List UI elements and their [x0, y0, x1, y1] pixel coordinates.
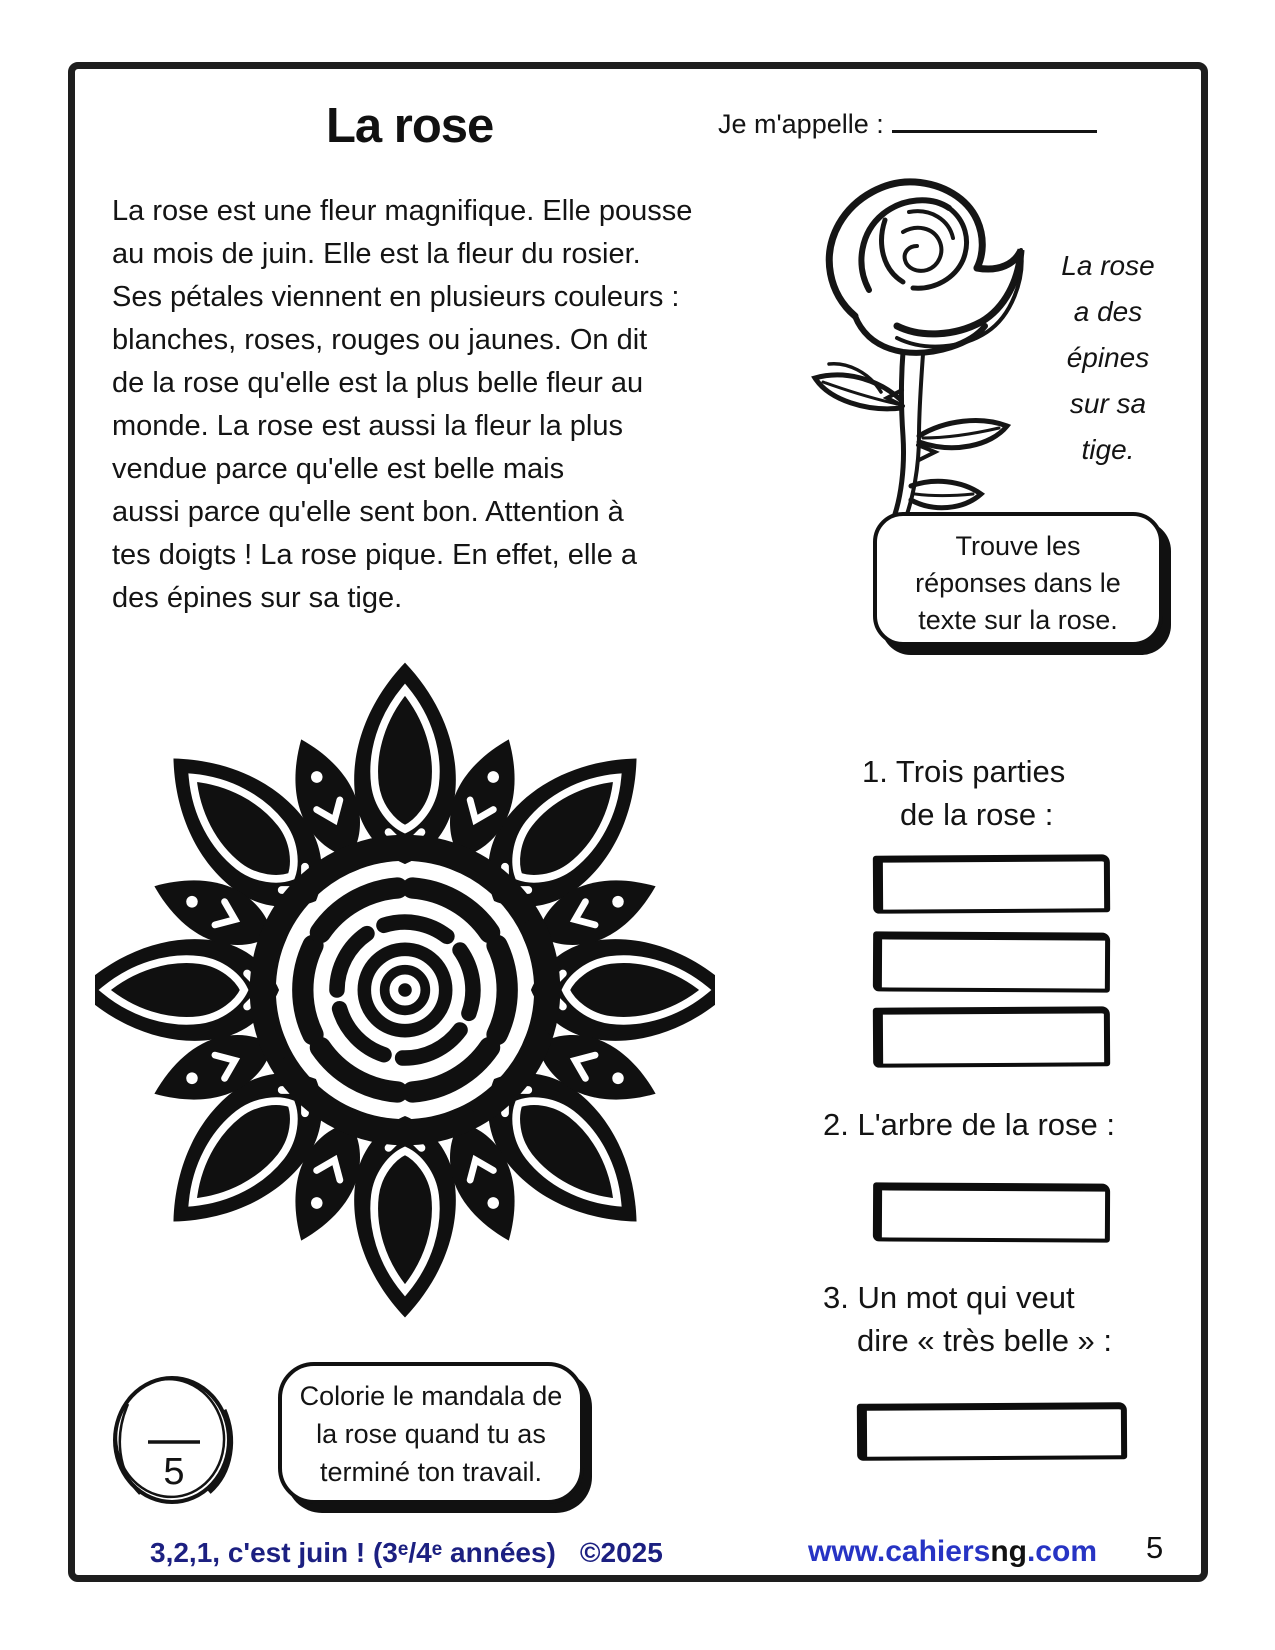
name-row	[718, 108, 1097, 140]
question-3-line: dire « très belle » :	[857, 1323, 1113, 1358]
rose-caption	[1032, 243, 1184, 473]
site-prefix: www.cahiers	[808, 1535, 991, 1568]
hint-box	[873, 512, 1163, 646]
passage-line: tes doigts ! La rose pique. En effet, elle a	[112, 539, 638, 571]
page-number: 5	[1146, 1530, 1164, 1565]
rose-caption-line: épines	[1066, 342, 1150, 373]
rose-caption-line: tige.	[1081, 434, 1135, 465]
reading-passage	[112, 190, 802, 620]
passage-line: de la rose qu'elle est la plus belle fleur au	[112, 367, 644, 399]
instruction-line: terminé ton travail.	[319, 1457, 543, 1487]
answer-box-3[interactable]	[857, 1402, 1127, 1461]
hint-line: texte sur la rose.	[918, 605, 1118, 635]
answer-box-2[interactable]	[873, 1182, 1110, 1242]
name-blank-line[interactable]	[892, 108, 1097, 133]
answer-box-1c[interactable]	[873, 1006, 1110, 1067]
rose-caption-line: a des	[1073, 296, 1143, 327]
instruction-line: la rose quand tu as	[316, 1419, 546, 1449]
answer-box-1b[interactable]	[873, 931, 1110, 992]
passage-line: monde. La rose est aussi la fleur la plus	[112, 410, 623, 442]
passage-line: La rose est une fleur magnifique. Elle pousse	[112, 195, 693, 227]
passage-line: au mois de juin. Elle est la fleur du rosier.	[112, 238, 641, 270]
question-3	[823, 1276, 1112, 1362]
footer-website	[808, 1535, 1097, 1569]
passage-line: vendue parce qu'elle est belle mais	[112, 453, 565, 485]
footer-series	[150, 1537, 663, 1569]
series-title: 3,2,1, c'est juin ! (3ᵉ/4ᵉ années)	[150, 1537, 556, 1568]
name-label: Je m'appelle :	[718, 109, 884, 139]
hint-line: réponses dans le	[915, 568, 1121, 598]
question-1-line: 1. Trois parties	[862, 754, 1066, 789]
question-3-line: 3. Un mot qui veut	[823, 1280, 1075, 1315]
passage-line: aussi parce qu'elle sent bon. Attention à	[112, 496, 624, 528]
rose-caption-line: sur sa	[1069, 388, 1147, 419]
instruction-line: Colorie le mandala de	[299, 1381, 563, 1411]
score-circle[interactable]	[106, 1366, 238, 1508]
answer-box-1a[interactable]	[873, 854, 1110, 913]
hint-line: Trouve les	[955, 531, 1081, 561]
mandala-instruction-box	[278, 1362, 584, 1504]
question-2	[823, 1103, 1115, 1146]
site-mid: ng	[990, 1535, 1027, 1568]
site-suffix: .com	[1026, 1535, 1097, 1568]
page-title: La rose	[326, 99, 494, 153]
question-2-line: 2. L'arbre de la rose :	[823, 1107, 1115, 1142]
question-1-line: de la rose :	[900, 797, 1054, 832]
score-denominator: 5	[163, 1451, 185, 1493]
rose-stem-illustration	[785, 168, 1030, 523]
passage-line: des épines sur sa tige.	[112, 582, 403, 614]
passage-line: blanches, roses, rouges ou jaunes. On dit	[112, 324, 648, 356]
mandala-rose-illustration[interactable]	[95, 645, 715, 1335]
question-1	[862, 750, 1065, 836]
passage-line: Ses pétales viennent en plusieurs couleurs :	[112, 281, 680, 313]
copyright: ©2025	[579, 1537, 663, 1568]
rose-caption-line: La rose	[1061, 250, 1155, 281]
